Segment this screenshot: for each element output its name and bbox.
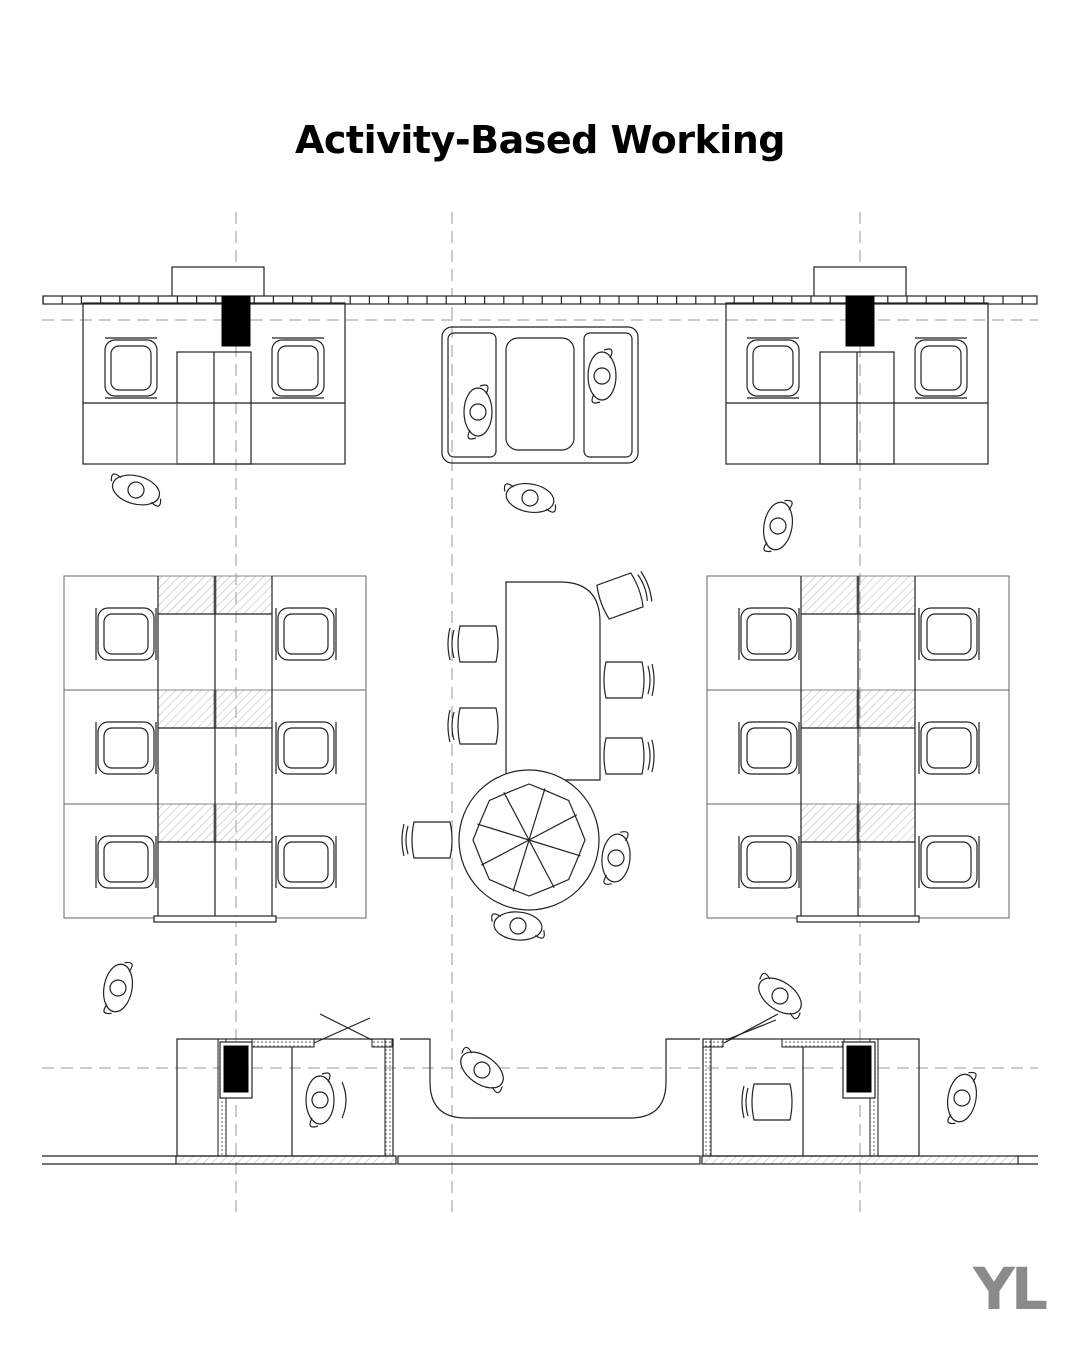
storage-unit (216, 576, 272, 614)
page-title: Activity-Based Working (294, 118, 785, 162)
desk-chair (739, 722, 799, 774)
desk-chair (919, 608, 979, 660)
storage-unit (158, 690, 214, 728)
desk-chair (276, 608, 336, 660)
brand-logo: YL (973, 1255, 1044, 1323)
window-facade (43, 267, 1037, 304)
collaboration-booth (442, 327, 638, 463)
storage-unit (801, 576, 857, 614)
bottom-wall (42, 1156, 1038, 1164)
cable-tray (797, 916, 919, 922)
open-desks-top-right (726, 296, 988, 464)
storage-unit (859, 690, 915, 728)
workstations-left (64, 576, 366, 922)
desk-chair (739, 836, 799, 888)
phone-booth-right (703, 1014, 919, 1156)
desk-chair (96, 722, 156, 774)
storage-unit (216, 804, 272, 842)
workstations-right (707, 576, 1009, 922)
desk-chair (739, 608, 799, 660)
lounge-sofa (400, 1039, 700, 1118)
desk-chair (919, 722, 979, 774)
open-desks-top-left (83, 296, 345, 464)
desk-chair (96, 836, 156, 888)
desk-chair (276, 836, 336, 888)
desk-chair (276, 722, 336, 774)
storage-unit (158, 576, 214, 614)
cable-tray (154, 916, 276, 922)
storage-unit (801, 804, 857, 842)
storage-unit (216, 690, 272, 728)
storage-unit (859, 804, 915, 842)
desk-chair (919, 836, 979, 888)
storage-unit (859, 576, 915, 614)
phone-booth-left (177, 1014, 393, 1156)
storage-unit (158, 804, 214, 842)
desk-chair (96, 608, 156, 660)
storage-unit (801, 690, 857, 728)
